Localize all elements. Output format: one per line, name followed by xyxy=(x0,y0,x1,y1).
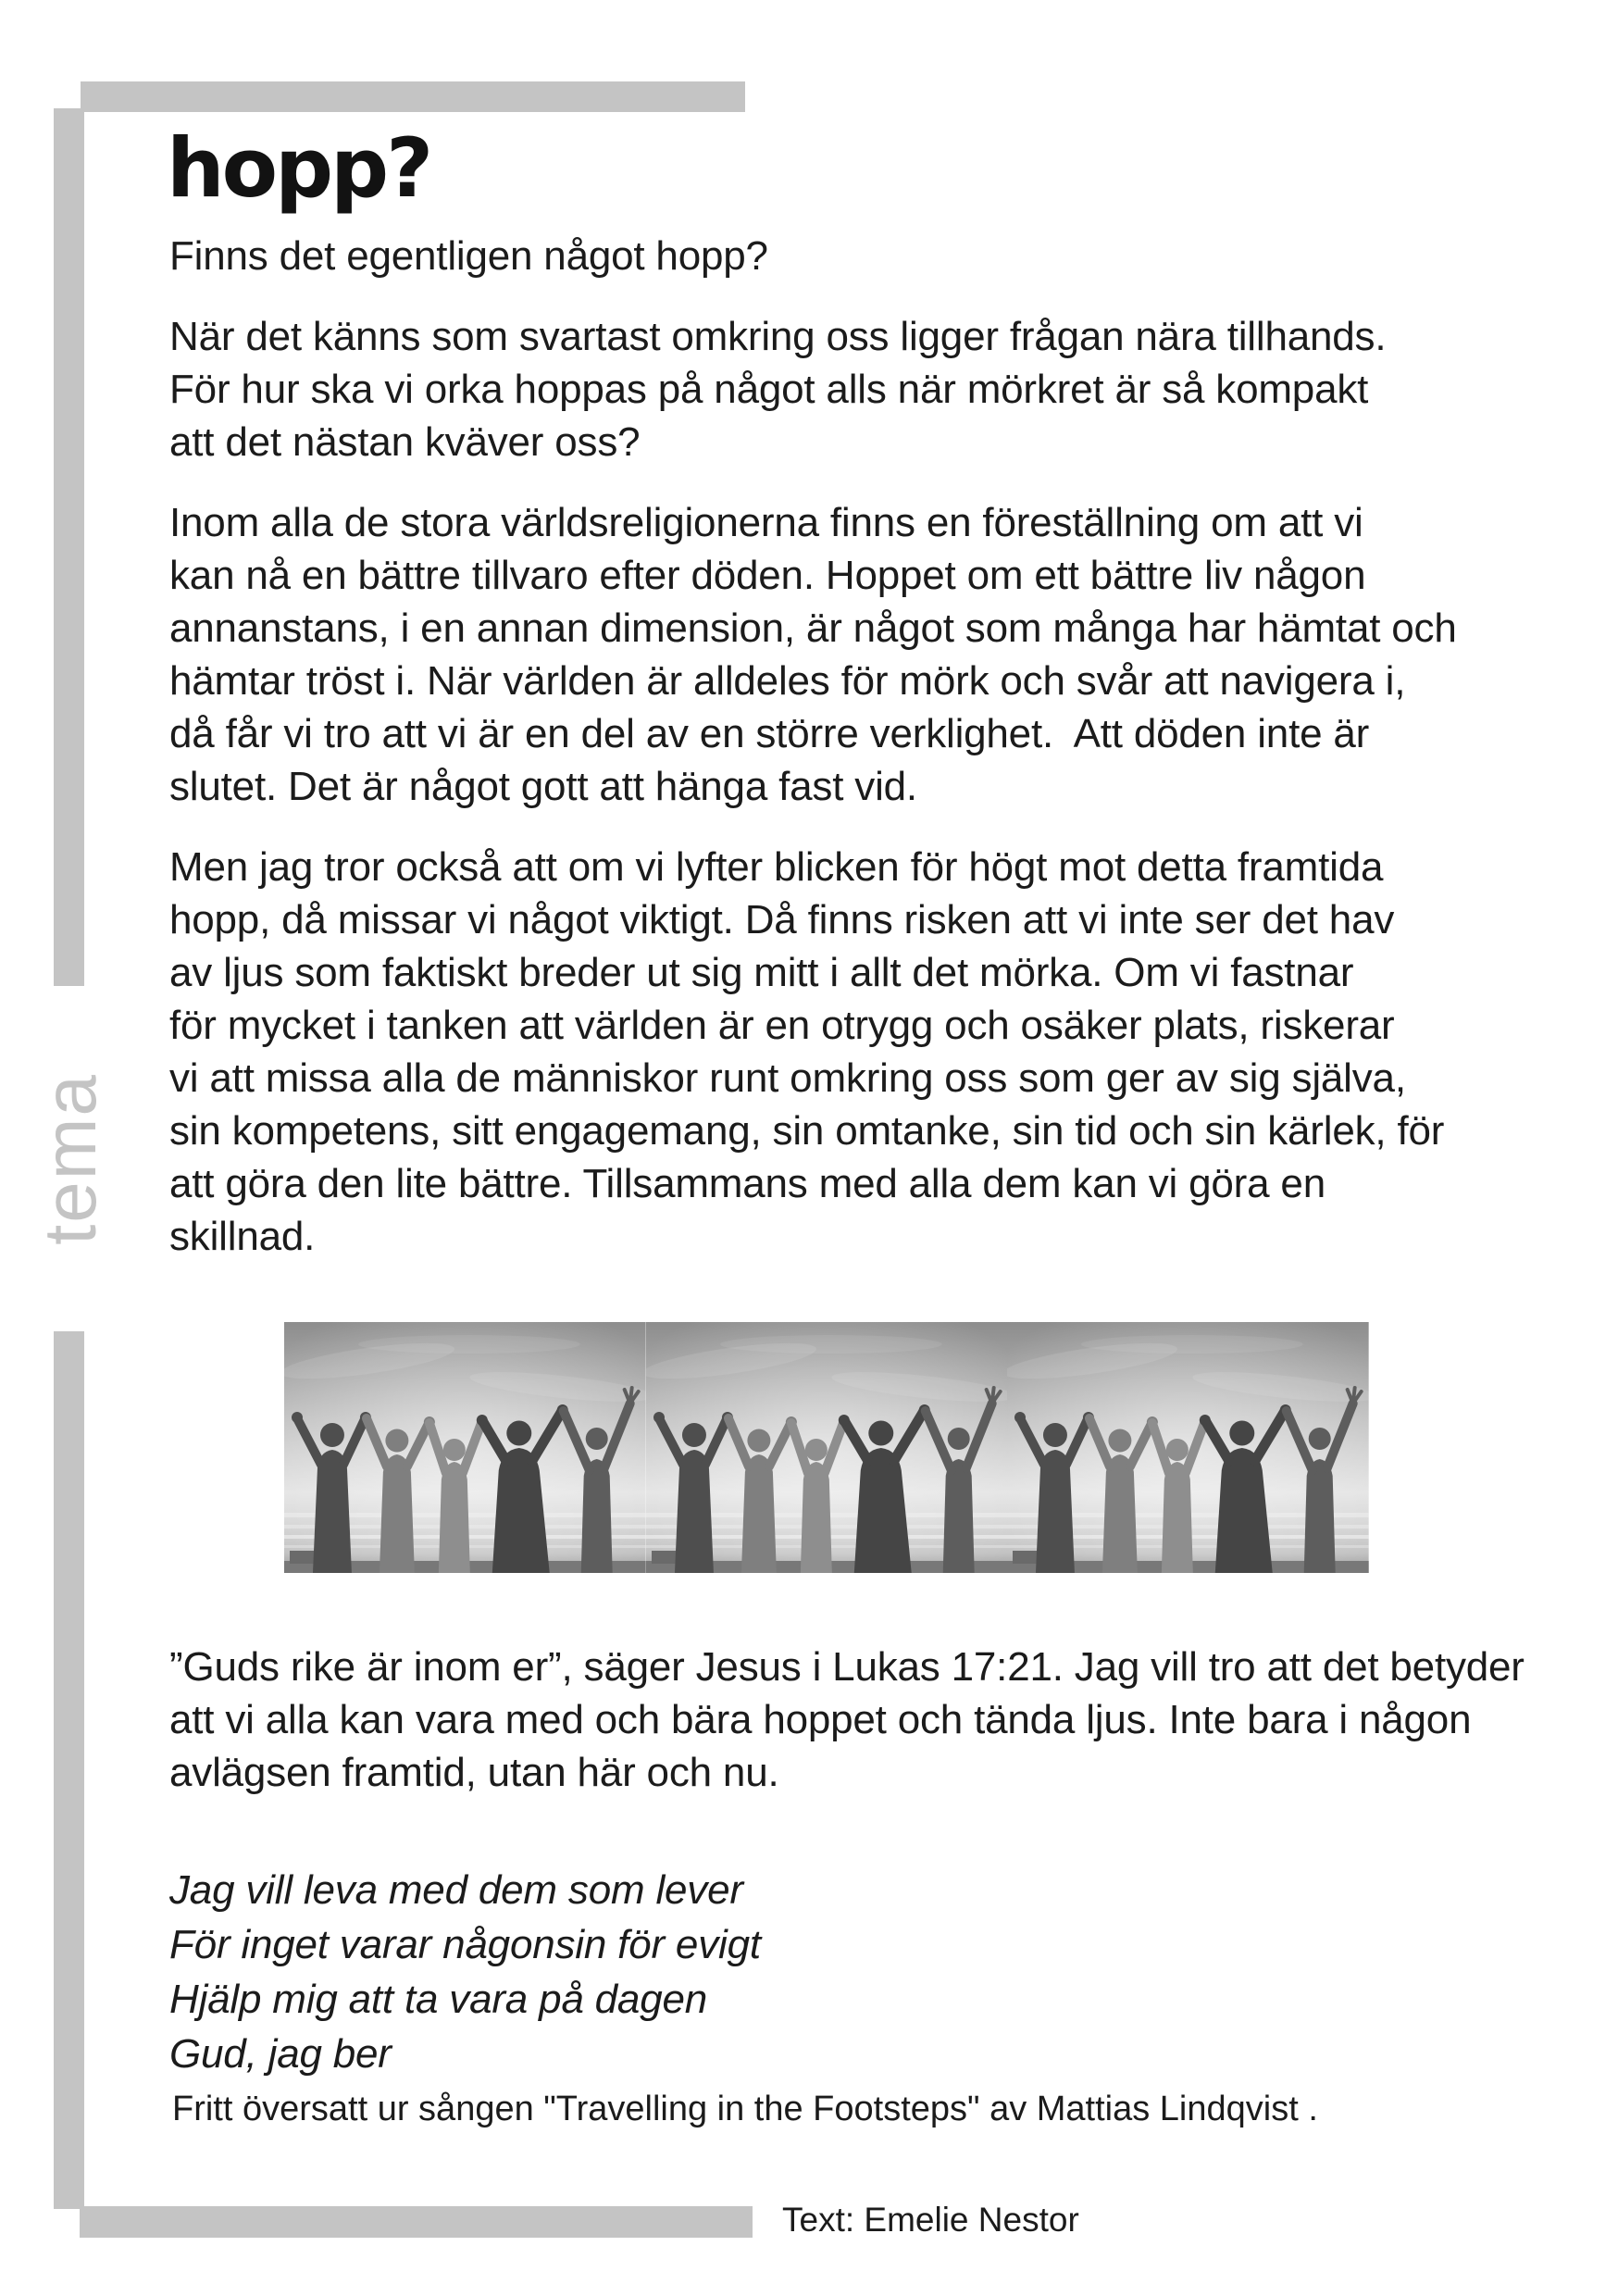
text-line: hopp, då missar vi något viktigt. Då finns risken att vi inte ser det hav xyxy=(169,897,1395,942)
text-line: skillnad. xyxy=(169,1214,316,1259)
text-line: sin kompetens, sitt engagemang, sin omtanke, sin tid och sin kärlek, för xyxy=(169,1108,1445,1154)
body-paragraph xyxy=(169,310,1484,468)
sidebar-theme-label: tema xyxy=(29,1073,111,1245)
text-line: av ljus som faktiskt breder ut sig mitt i allt det mörka. Om vi fastnar xyxy=(169,950,1354,995)
text-line: För inget varar någonsin för evigt xyxy=(169,1922,761,1967)
crowd-photo-panel xyxy=(284,1322,646,1573)
text-line: Inom alla de stora världsreligionerna finns en föreställning om att vi xyxy=(169,500,1363,545)
text-line: annanstans, i en annan dimension, är något som många har hämtat och xyxy=(169,605,1457,651)
text-line: slutet. Det är något gott att hänga fast vid. xyxy=(169,764,917,809)
text-line: då får vi tro att vi är en del av en större verklighet. Att döden inte är xyxy=(169,711,1370,756)
text-line: att vi alla kan vara med och bära hoppet och tända ljus. Inte bara i någon xyxy=(169,1697,1472,1742)
poem-attribution: Fritt översatt ur sången "Travelling in the Footsteps" av Mattias Lindqvist . xyxy=(172,2090,1318,2128)
quote-paragraph xyxy=(169,1641,1539,1799)
body-paragraph xyxy=(169,496,1484,813)
text-line: att det nästan kväver oss? xyxy=(169,419,641,465)
body-paragraph xyxy=(169,230,1484,282)
text-line: Finns det egentligen något hopp? xyxy=(169,233,768,279)
text-line: När det känns som svartast omkring oss ligger frågan nära tillhands. xyxy=(169,314,1387,359)
left-accent-bar-bottom xyxy=(54,1331,84,2209)
text-line: Hjälp mig att ta vara på dagen xyxy=(169,1977,708,2022)
text-line: för mycket i tanken att världen är en otrygg och osäker plats, riskerar xyxy=(169,1003,1395,1048)
text-line: Jag vill leva med dem som lever xyxy=(169,1867,743,1913)
text-line: Gud, jag ber xyxy=(169,2031,392,2077)
text-line: vi att missa alla de människor runt omkring oss som ger av sig själva, xyxy=(169,1055,1406,1101)
text-line: att göra den lite bättre. Tillsammans med alla dem kan vi göra en xyxy=(169,1161,1326,1206)
text-line: hämtar tröst i. När världen är alldeles för mörk och svår att navigera i, xyxy=(169,658,1406,704)
text-line: ”Guds rike är inom er”, säger Jesus i Lukas 17:21. Jag vill tro att det betyder xyxy=(169,1644,1525,1690)
page-title: hopp? xyxy=(167,120,431,216)
footer-accent-bar xyxy=(80,2206,753,2238)
photo-strip xyxy=(284,1322,1369,1573)
text-line: kan nå en bättre tillvaro efter döden. Hoppet om ett bättre liv någon xyxy=(169,553,1366,598)
text-line: Men jag tror också att om vi lyfter blicken för högt mot detta framtida xyxy=(169,844,1384,890)
crowd-photo-panel xyxy=(646,1322,1008,1573)
text-line: För hur ska vi orka hoppas på något alls när mörkret är så kompakt xyxy=(169,367,1369,412)
text-credit: Text: Emelie Nestor xyxy=(782,2201,1079,2239)
body-paragraph xyxy=(169,841,1484,1263)
poem xyxy=(169,1863,1280,2081)
article-body xyxy=(169,230,1484,1291)
top-accent-bar xyxy=(81,81,745,112)
text-line: avlägsen framtid, utan här och nu. xyxy=(169,1750,779,1795)
left-accent-bar-top xyxy=(54,108,84,986)
crowd-photo-panel xyxy=(1007,1322,1369,1573)
